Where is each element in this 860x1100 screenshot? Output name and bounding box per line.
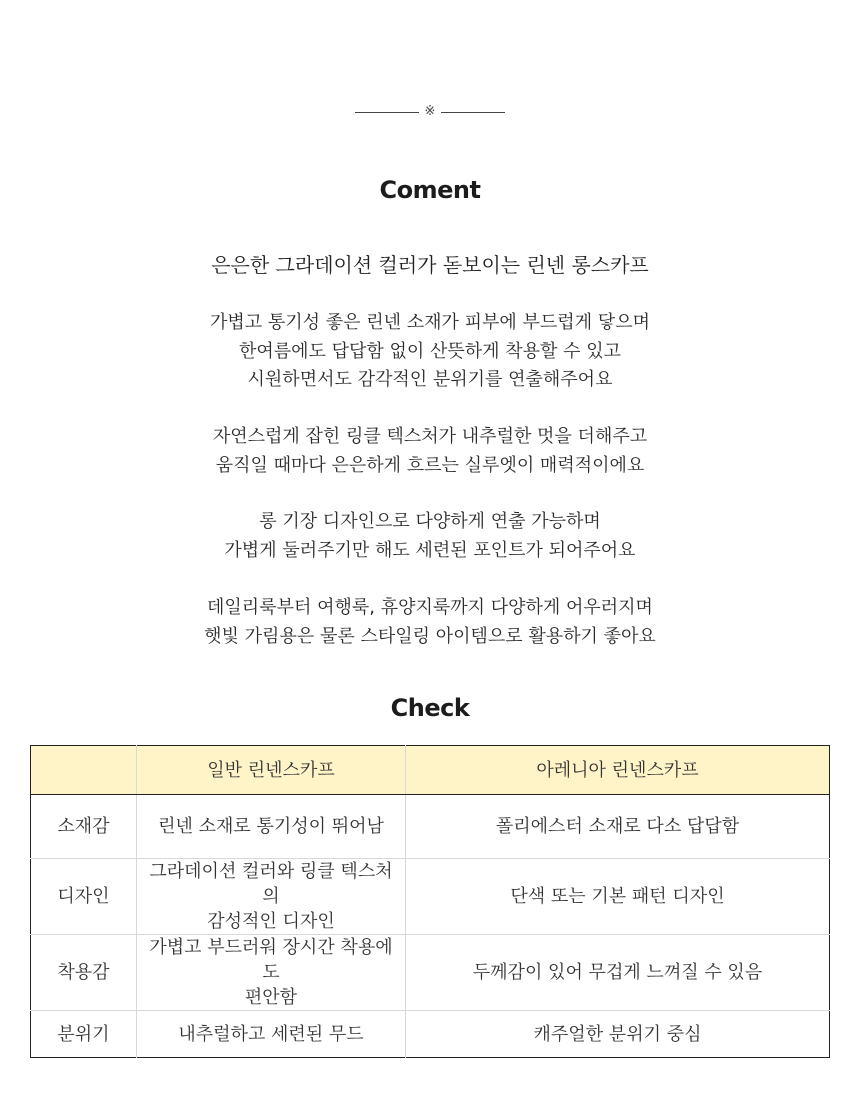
coment-paragraph bbox=[0, 508, 860, 565]
row-label: 소재감 bbox=[57, 816, 110, 837]
row-label: 분위기 bbox=[31, 1011, 137, 1058]
coment-line: 가볍게 둘러주기만 해도 세련된 포인트가 되어주어요 bbox=[224, 539, 636, 561]
row-label: 디자인 bbox=[31, 859, 137, 935]
coment-lead: 은은한 그라데이션 컬러가 돋보이는 린넨 롱스카프 bbox=[211, 253, 649, 277]
coment-line: 자연스럽게 잡힌 링클 텍스처가 내추럴한 멋을 더해주고 bbox=[212, 426, 648, 447]
check-heading: Check bbox=[390, 694, 470, 722]
coment-heading: Coment bbox=[379, 176, 481, 204]
table-row bbox=[31, 859, 830, 935]
coment-paragraph bbox=[0, 594, 860, 651]
cell-line: 그라데이션 컬러와 링클 텍스처의 bbox=[149, 861, 393, 907]
comparison-table bbox=[30, 745, 830, 1058]
header-cell-empty bbox=[31, 746, 137, 795]
cell-line: 가볍고 부드러워 장시간 착용에도 bbox=[149, 937, 393, 983]
divider-line-left bbox=[355, 112, 419, 113]
header-cell-arenia: 아레니아 린넨스카프 bbox=[406, 746, 830, 795]
row-label: 착용감 bbox=[31, 935, 137, 1011]
coment-line: 햇빛 가림용은 물론 스타일링 아이템으로 활용하기 좋아요 bbox=[204, 625, 656, 647]
table-row bbox=[31, 935, 830, 1011]
normal-cell bbox=[137, 795, 406, 859]
coment-paragraph bbox=[0, 423, 860, 480]
divider-line-right bbox=[441, 112, 505, 113]
cell-line: 린넨 소재로 통기성이 뛰어남 bbox=[158, 816, 384, 837]
header-cell-normal: 일반 린넨스카프 bbox=[137, 746, 406, 795]
cell-line: 내추럴하고 세련된 무드 bbox=[178, 1023, 364, 1045]
asterisk-icon: ※ bbox=[424, 104, 436, 119]
coment-line: 롱 기장 디자인으로 다양하게 연출 가능하며 bbox=[259, 511, 601, 532]
cell-line: 감성적인 디자인 bbox=[207, 911, 335, 932]
table-row bbox=[31, 1011, 830, 1058]
table-row bbox=[31, 795, 830, 859]
coment-paragraph bbox=[0, 309, 860, 395]
arenia-cell: 두께감이 있어 무겁게 느껴질 수 있음 bbox=[406, 935, 830, 1011]
section-divider bbox=[0, 103, 860, 121]
coment-line: 가볍고 통기성 좋은 린넨 소재가 피부에 부드럽게 닿으며 bbox=[210, 312, 650, 333]
coment-line: 움직일 때마다 은은하게 흐르는 실루엣이 매력적이에요 bbox=[215, 454, 645, 476]
coment-line: 시원하면서도 감각적인 분위기를 연출해주어요 bbox=[247, 369, 613, 390]
normal-cell bbox=[137, 859, 406, 935]
coment-line: 한여름에도 답답함 없이 산뜻하게 착용할 수 있고 bbox=[238, 340, 622, 362]
arenia-cell: 캐주얼한 분위기 중심 bbox=[406, 1011, 830, 1058]
cell-line: 편안함 bbox=[244, 987, 298, 1008]
coment-line: 데일리룩부터 여행룩, 휴양지룩까지 다양하게 어우러지며 bbox=[207, 597, 653, 618]
normal-cell bbox=[137, 1011, 406, 1058]
arenia-cell: 폴리에스터 소재로 다소 답답함 bbox=[406, 795, 830, 859]
table-header-row bbox=[31, 746, 830, 795]
normal-cell bbox=[137, 935, 406, 1011]
arenia-cell: 단색 또는 기본 패턴 디자인 bbox=[406, 859, 830, 935]
